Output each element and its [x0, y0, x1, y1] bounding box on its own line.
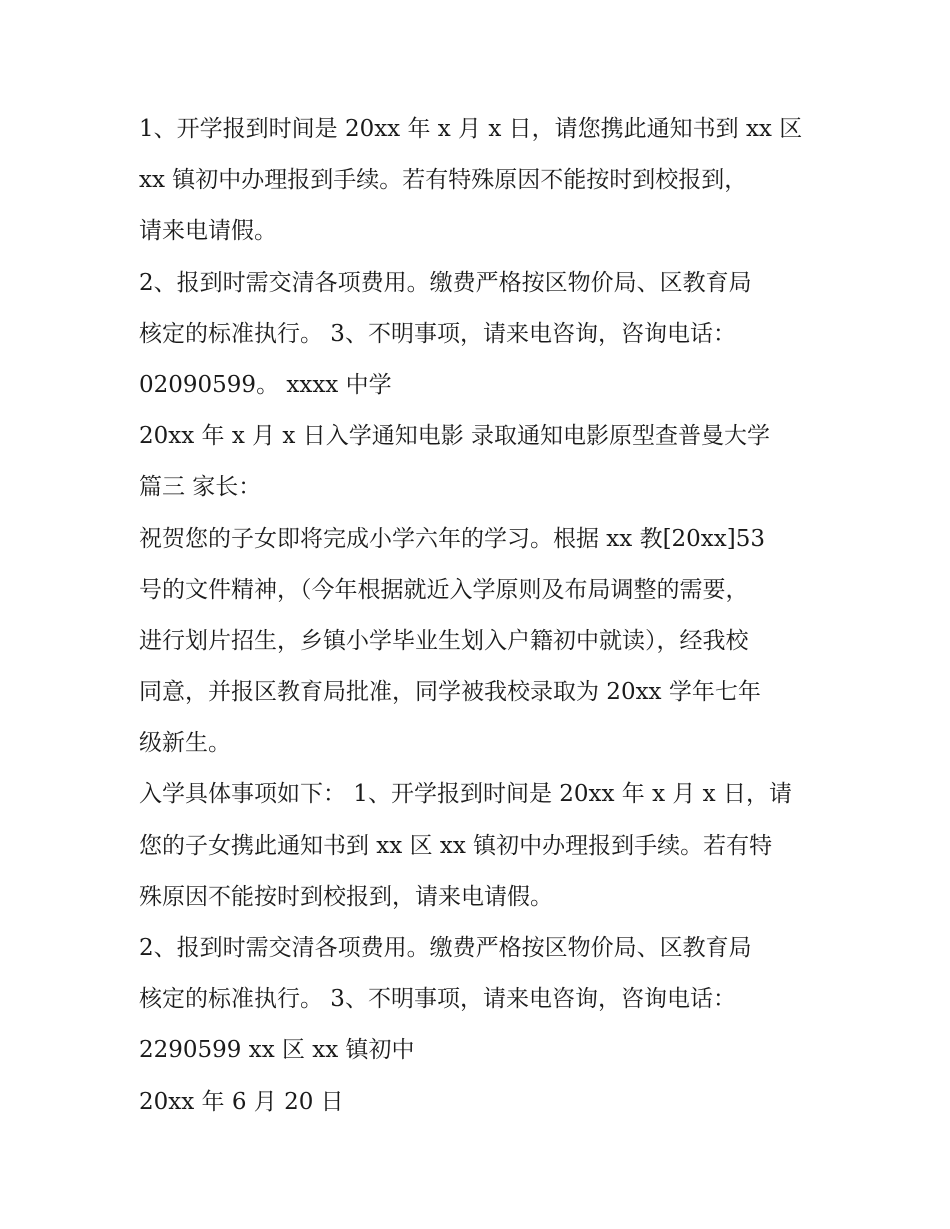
text-line: 进行划片招生，乡镇小学毕业生划入户籍初中就读），经我校 [139, 627, 749, 654]
text-line: 篇三 家长： [139, 474, 262, 501]
date-line: 20xx 年 6 月 20 日 [139, 1088, 344, 1115]
text-line: 入学具体事项如下： 1、开学报到时间是 20xx 年 x 月 x 日，请 [139, 781, 792, 808]
text-line: 殊原因不能按时到校报到，请来电请假。 [139, 883, 553, 910]
text-line: 02090599。 xxxx 中学 [139, 371, 392, 398]
text-line: 2、报到时需交清各项费用。缴费严格按区物价局、区教育局 [139, 269, 752, 296]
text-line: 级新生。 [139, 730, 231, 757]
text-line: 您的子女携此通知书到 xx 区 xx 镇初中办理报到手续。若有特 [139, 832, 773, 859]
document-body [139, 104, 819, 1128]
text-line: xx 镇初中办理报到手续。若有特殊原因不能按时到校报到， [139, 167, 748, 194]
text-line: 2290599 xx 区 xx 镇初中 [139, 1037, 415, 1064]
text-line: 核定的标准执行。 3、不明事项，请来电咨询，咨询电话： [139, 320, 736, 347]
text-line: 号的文件精神，（今年根据就近入学原则及布局调整的需要， [139, 576, 749, 603]
text-line: 核定的标准执行。 3、不明事项，请来电咨询，咨询电话： [139, 986, 736, 1013]
text-line: 1、开学报到时间是 20xx 年 x 月 x 日，请您携此通知书到 xx 区 [139, 116, 803, 142]
text-line: 同意，并报区教育局批准，同学被我校录取为 20xx 学年七年 [139, 679, 761, 706]
text-line: 请来电请假。 [139, 218, 277, 245]
text-line: 2、报到时需交清各项费用。缴费严格按区物价局、区教育局 [139, 935, 752, 961]
text-line: 祝贺您的子女即将完成小学六年的学习。根据 xx 教[20xx]53 [139, 525, 765, 552]
text-line: 20xx 年 x 月 x 日入学通知电影 录取通知电影原型查普曼大学 [139, 423, 771, 450]
